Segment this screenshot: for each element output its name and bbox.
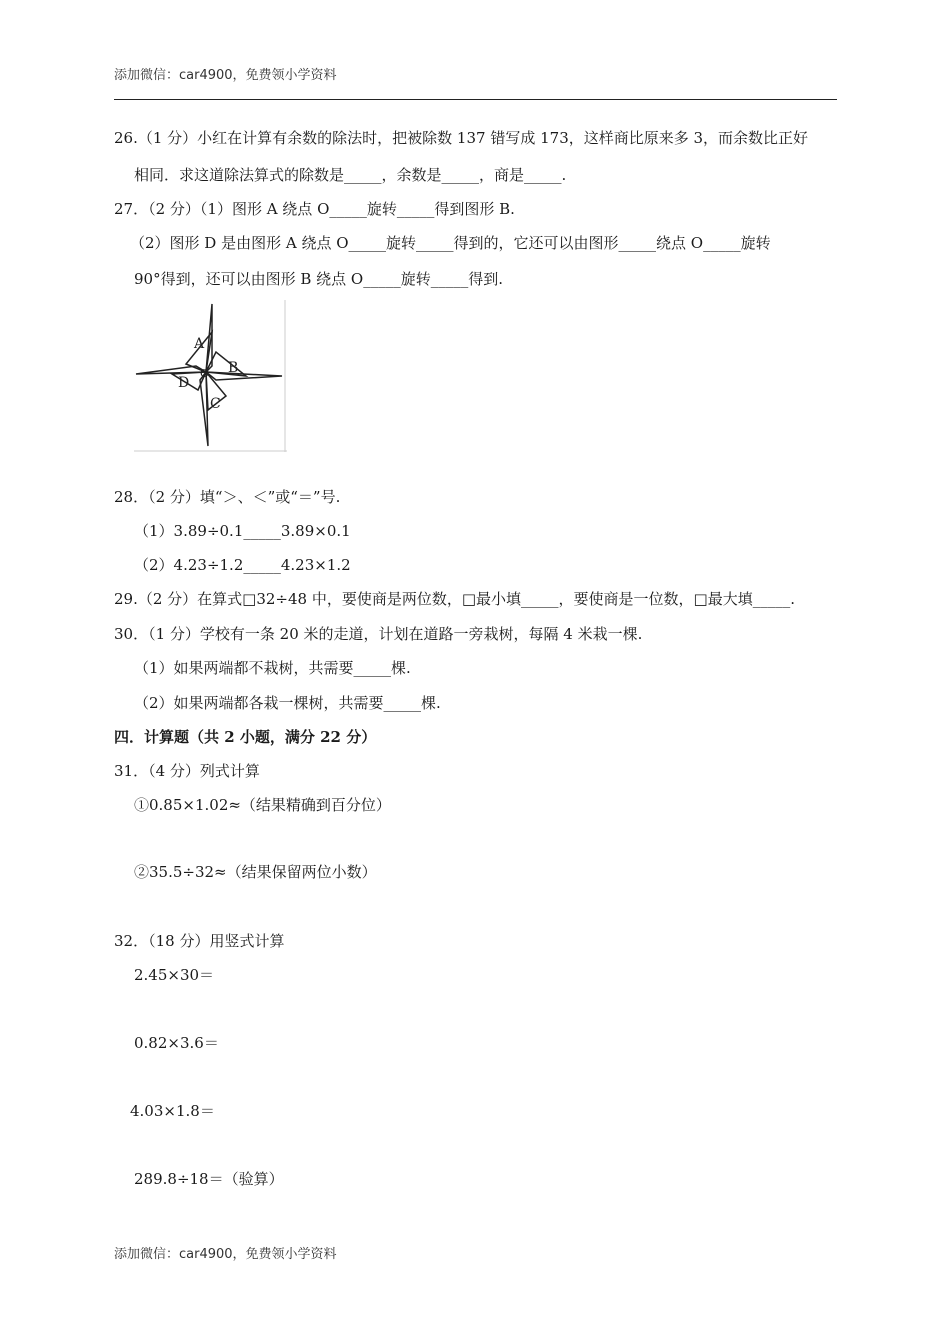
q32-expr-2: 0.82×3.6＝ bbox=[134, 1034, 219, 1052]
label-b: B bbox=[228, 360, 239, 376]
label-c: C bbox=[210, 396, 221, 412]
q32-expr-4: 289.8÷18＝（验算） bbox=[134, 1170, 284, 1188]
header-rule bbox=[114, 99, 837, 100]
q30-line1: 30．（1 分）学校有一条 20 米的走道，计划在道路一旁栽树，每隔 4 米栽一棵. bbox=[114, 625, 643, 643]
page-header: 添加微信：car4900，免费领小学资料 bbox=[114, 68, 337, 83]
q27-line2: （2）图形 D 是由图形 A 绕点 O_____旋转_____得到的，它还可以由图形_____绕点 O_____旋转 bbox=[130, 234, 771, 252]
rotation-figure bbox=[134, 300, 287, 452]
q31-line1: 31．（4 分）列式计算 bbox=[114, 762, 260, 780]
q30-item1: （1）如果两端都不栽树，共需要_____棵. bbox=[134, 659, 411, 677]
page-footer: 添加微信：car4900，免费领小学资料 bbox=[114, 1247, 337, 1262]
q28-item2: （2）4.23÷1.2_____4.23×1.2 bbox=[134, 556, 351, 574]
q32-expr-3: 4.03×1.8＝ bbox=[130, 1102, 215, 1120]
q32-expr-1: 2.45×30＝ bbox=[134, 966, 215, 984]
q30-item2: （2）如果两端都各栽一棵树，共需要_____棵. bbox=[134, 694, 441, 712]
q26-line2: 相同．求这道除法算式的除数是_____，余数是_____，商是_____. bbox=[134, 166, 567, 184]
q31-item2: ②35.5÷32≈（结果保留两位小数） bbox=[134, 863, 377, 881]
label-o: O bbox=[200, 367, 210, 380]
q32-line1: 32．（18 分）用竖式计算 bbox=[114, 932, 285, 950]
q29-line1: 29.（2 分）在算式□32÷48 中，要使商是两位数，□最小填_____，要使商是一位数，□最大填_____. bbox=[114, 590, 795, 608]
q27-line3: 90°得到，还可以由图形 B 绕点 O_____旋转_____得到. bbox=[134, 270, 503, 288]
q26-line1: 26.（1 分）小红在计算有余数的除法时，把被除数 137 错写成 173，这样商比原来多 3，而余数比正好 bbox=[114, 129, 809, 147]
section4-title: 四．计算题（共 2 小题，满分 22 分） bbox=[114, 728, 377, 746]
q28-item1: （1）3.89÷0.1_____3.89×0.1 bbox=[134, 522, 351, 540]
q27-line1: 27．（2 分）（1）图形 A 绕点 O_____旋转_____得到图形 B. bbox=[114, 200, 515, 218]
label-d: D bbox=[178, 375, 190, 391]
q31-item1: ①0.85×1.02≈（结果精确到百分位） bbox=[134, 796, 391, 814]
label-a: A bbox=[194, 336, 205, 352]
q28-line1: 28．（2 分）填“＞、＜”或“＝”号. bbox=[114, 488, 341, 506]
